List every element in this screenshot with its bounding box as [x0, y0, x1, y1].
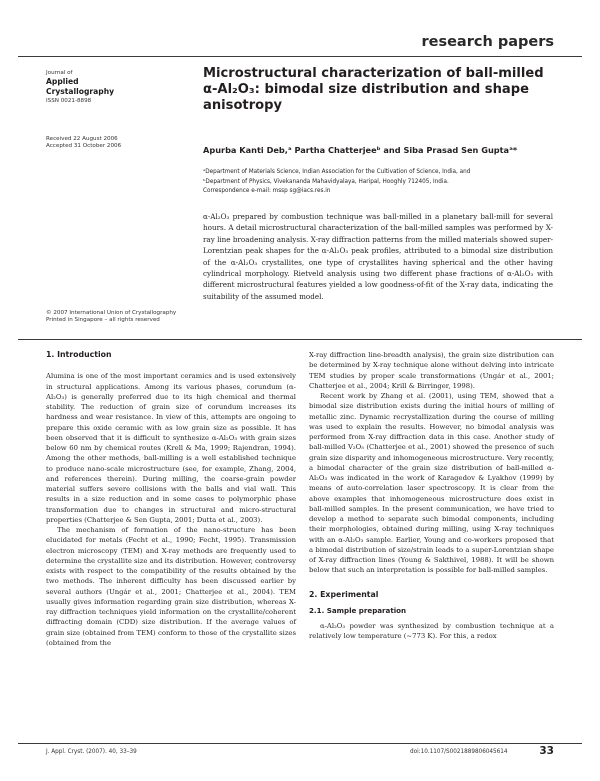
copyright-text: © 2007 International Union of Crystallography	[46, 310, 177, 316]
abstract-rule	[18, 339, 582, 340]
intro-paragraph-3: X-ray diffraction line-breadth analysis), the grain size distribution can be determined by X-ray technique alone without delving into intricate TEM studies by proper scale transformations (Ungár et al., 2001; Chatterjee et al., 2004; Krill & Birringer, 1998).	[309, 351, 554, 390]
authors: Apurba Kanti Deb,ᵃ Partha Chatterjeeᵇ and Siba Prasad Sen Guptaᵃ*	[203, 145, 518, 155]
footer-citation: J. Appl. Cryst. (2007). 40, 33–39	[46, 749, 137, 755]
intro-paragraph-1: Alumina is one of the most important ceramics and is used extensively in structural applications. Among its various phases, corundum (α-Al₂O₃) is generally preferred due to its high chemical and thermal stability. The reduction of grain size of corundum increases its hardness and wear resistance. In view of this, attempts are ongoing to prepare this oxide ceramic with as low grain size as possible. It has been observed that it is difficult to synthesize α-Al₂O₃ with grain sizes below 60 nm by chemical routes (Krell & Ma, 1999; Rajendran, 1994). Among the other methods, ball-milling is a well established technique to produce nano-scale microstructure (see, for example, Zhang, 2004, and references therein). During milling, the coarse-grain powder material suffers severe collisions with the balls and vial wall. This results in a size reduction and in some cases to polymorphic phase transformation due to changes in structural and micro-structural properties (Chatterjee & Sen Gupta, 2001; Dutta et al., 2003).	[46, 372, 296, 524]
journal-line1: Journal of	[46, 70, 73, 76]
footer-doi: doi:10.1107/S0021889806045614	[410, 749, 508, 755]
affiliation-b: ᵇDepartment of Physics, Vivekananda Mahavidyalaya, Haripal, Hooghly 712405, India.	[203, 178, 449, 185]
page-number: 33	[539, 745, 554, 757]
section-1-heading: 1. Introduction	[46, 350, 112, 359]
abstract: α-Al₂O₃ prepared by combustion technique was ball-milled in a planetary ball-mill for several hours. A detail microstructural characterization of the ball-milled samples was performed by X-ray line broadening analysis. X-ray diffraction patterns from the milled materials showed super-Lorentzian peak shapes for the α-Al₂O₃ peak profiles, attributed to a bimodal size distribution of the α-Al₂O₃ crystallites, one type of crystallites having spherical and the other having cylindrical morphology. Rietveld analysis using two different phase fractions of α-Al₂O₃ with different microstructural features yielded a low goodness-of-fit of the X-ray data, indicating the suitability of the assumed model.	[203, 212, 554, 301]
copyright-block	[46, 310, 196, 324]
affiliation-a: ᵃDepartment of Materials Science, Indian Association for the Cultivation of Science, India, and	[203, 169, 471, 175]
experimental-paragraph-1: α-Al₂O₃ powder was synthesized by combustion technique at a relatively low temperature (~773 K). For this, a redox	[309, 622, 554, 641]
section-header: research papers	[421, 34, 554, 50]
left-column	[46, 350, 296, 648]
received-date: Received 22 August 2006	[46, 136, 118, 142]
journal-block	[46, 70, 186, 105]
section-2-heading: 2. Experimental	[309, 589, 379, 599]
journal-name2: Crystallography	[46, 87, 115, 97]
title-line-2: α-Al₂O₃: bimodal size distribution and shape	[203, 81, 530, 97]
affiliations	[203, 168, 563, 197]
journal-issn: ISSN 0021-8898	[46, 97, 92, 104]
title-line-3: anisotropy	[203, 97, 283, 113]
printed-text: Printed in Singapore – all rights reserved	[46, 317, 160, 324]
right-column	[309, 350, 554, 642]
journal-name1: Applied	[46, 77, 79, 87]
footer-rule	[18, 743, 582, 744]
intro-paragraph-4: Recent work by Zhang et al. (2001), using TEM, showed that a bimodal size distribution exists during the initial hours of milling of metallic zinc. Dynamic recrystallization during the course of milling was used to explain the results. However, no bimodal analysis was performed from X-ray diffraction data in this case. Another study of ball-milled V₂O₅ (Chatterjee et al., 2001) showed the presence of such grain size disparity and inhomogeneous microstructure. Very recently, a bimodal character of the grain size distribution of ball-milled α-Al₂O₃ was indicated in the work of Karagedov & Lyakhov (1999) by means of auto-correlation laser spectroscopy. It is clear from the above examples that inhomogeneous microstructure does exist in ball-milled samples. In the present communication, we have tried to develop a method to separate such bimodal components, including their morphologies, obtained during milling, using X-ray techniques with an α-Al₂O₃ sample. Earlier, Young and co-workers proposed that a bimodal distribution of size/strain leads to a super-Lorentzian shape of X-ray diffraction lines (Young & Sakthivel, 1988). It will be shown below that such an interpretation is possible for ball-milled samples.	[309, 392, 554, 575]
correspondence: Correspondence e-mail: mssp sg@iacs.res.in	[203, 188, 331, 195]
accepted-date: Accepted 31 October 2006	[46, 143, 122, 150]
header-rule	[18, 56, 582, 57]
title-line-1: Microstructural characterization of ball-milled	[203, 66, 544, 81]
intro-paragraph-2: The mechanism of formation of the nano-structure has been elucidated for metals (Fecht et al., 1990; Fecht, 1995). Transmission electron microscopy (TEM) and X-ray methods are frequently used to determine the crystallite size and its distribution. However, controversy exists with respect to the compatibility of the results obtained by the two methods. The inherent difficulty has been discussed earlier by several authors (Ungár et al., 2001; Chatterjee et al., 2004). TEM usually gives information regarding grain size distribution, whereas X-ray diffraction techniques yield information on the crystallite/coherent diffracting domain (CDD) size distribution. If the average values of grain size (obtained from TEM) conform to those of the crystallite sizes (obtained from the	[46, 526, 297, 647]
dates-block	[46, 136, 186, 150]
section-2-1-heading: 2.1. Sample preparation	[309, 605, 407, 615]
article-title	[203, 66, 568, 113]
